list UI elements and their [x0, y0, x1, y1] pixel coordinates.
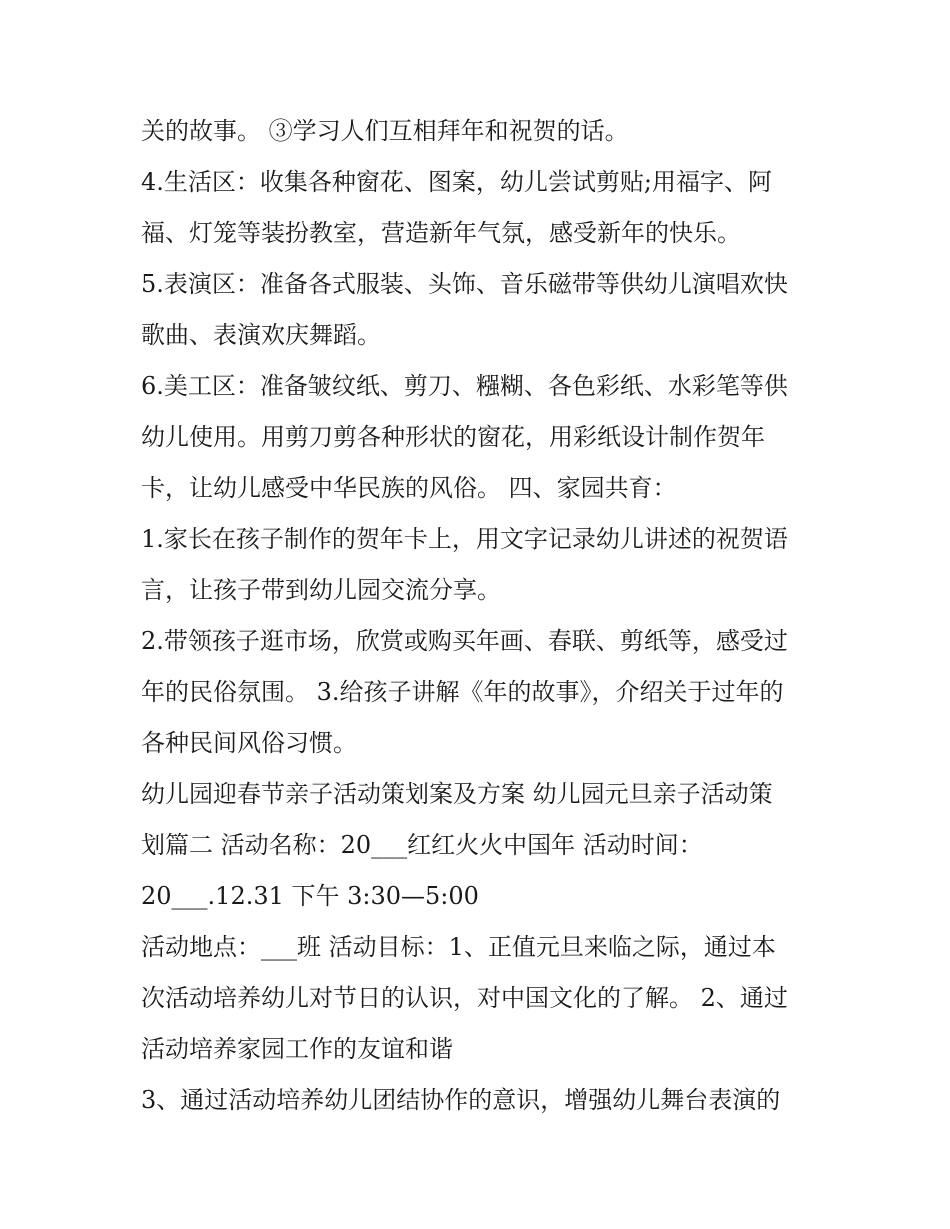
text-line: 年的民俗氛围。 3.给孩子讲解《年的故事》，介绍关于过年的 [141, 678, 784, 706]
text-line: 活动地点：___班 活动目标：1、正值元旦来临之际，通过本 [141, 933, 776, 961]
text-line: 3、通过活动培养幼儿团结协作的意识，增强幼儿舞台表演的 [141, 1086, 781, 1114]
document-body [141, 106, 821, 1126]
text-line: 歌曲、表演欢庆舞蹈。 [141, 321, 381, 349]
text-line: 20___.12.31 下午 3:30—5:00 [141, 882, 479, 910]
text-line: 4.生活区：收集各种窗花、图案，幼儿尝试剪贴;用福字、阿 [141, 168, 772, 196]
text-line: 卡，让幼儿感受中华民族的风俗。 四、家园共育： [141, 474, 677, 502]
text-line: 次活动培养幼儿对节日的认识，对中国文化的了解。 2、通过 [141, 984, 788, 1012]
text-line: 关的故事。 ③学习人们互相拜年和祝贺的话。 [141, 117, 629, 145]
text-line: 各种民间风俗习惯。 [141, 729, 357, 757]
text-line: 幼儿使用。用剪刀剪各种形状的窗花，用彩纸设计制作贺年 [141, 423, 765, 451]
text-line: 2.带领孩子逛市场，欣赏或购买年画、春联、剪纸等，感受过 [141, 627, 788, 655]
text-line: 福、灯笼等装扮教室，营造新年气氛，感受新年的快乐。 [141, 219, 741, 247]
text-line: 6.美工区：准备皱纹纸、剪刀、糨糊、各色彩纸、水彩笔等供 [141, 372, 788, 400]
text-line: 5.表演区：准备各式服装、头饰、音乐磁带等供幼儿演唱欢快 [141, 270, 788, 298]
text-line: 活动培养家园工作的友谊和谐 [141, 1035, 453, 1063]
text-line: 划篇二 活动名称：20___红红火火中国年 活动时间： [141, 831, 703, 859]
text-line: 言，让孩子带到幼儿园交流分享。 [141, 576, 501, 604]
text-line: 1.家长在孩子制作的贺年卡上，用文字记录幼儿讲述的祝贺语 [141, 525, 788, 553]
text-line: 幼儿园迎春节亲子活动策划案及方案 幼儿园元旦亲子活动策 [141, 780, 773, 808]
